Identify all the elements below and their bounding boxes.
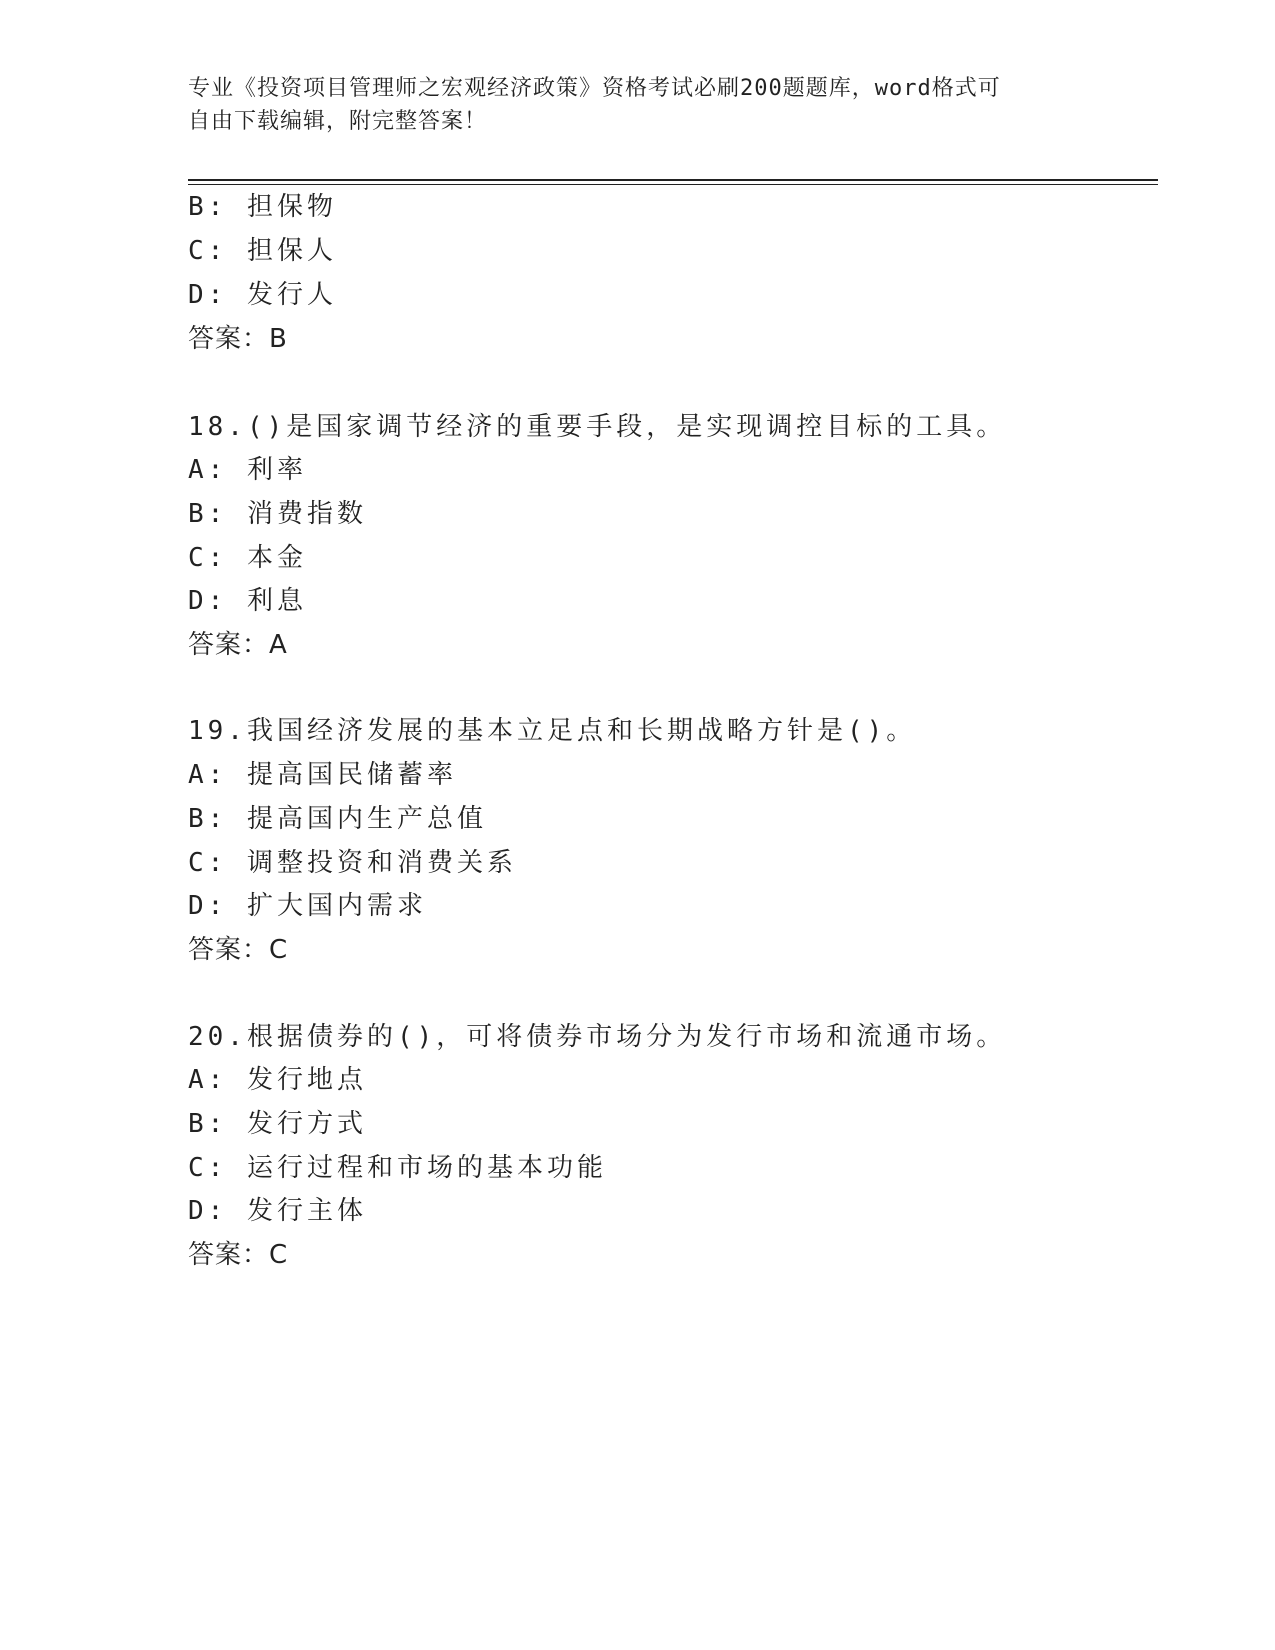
q17-option-c: C: 担保人 — [188, 236, 337, 266]
q18-option-a: A: 利率 — [188, 455, 307, 485]
header-line-1: 专业《投资项目管理师之宏观经济政策》资格考试必刷200题题库，word格式可 — [188, 76, 1001, 101]
header-rule-thin — [188, 184, 1158, 185]
q20-answer: 答案：C — [188, 1240, 289, 1270]
q17-option-b: B: 担保物 — [188, 192, 337, 222]
q19-question: 19.我国经济发展的基本立足点和长期战略方针是()。 — [188, 716, 917, 746]
header-rule-thick — [188, 179, 1158, 181]
q19-answer: 答案：C — [188, 935, 289, 965]
q20-option-b: B: 发行方式 — [188, 1109, 367, 1139]
q17-answer: 答案：B — [188, 324, 288, 354]
q18-option-b: B: 消费指数 — [188, 499, 367, 529]
q18-question: 18.()是国家调节经济的重要手段，是实现调控目标的工具。 — [188, 412, 1007, 442]
q19-option-d: D: 扩大国内需求 — [188, 891, 427, 921]
q19-option-b: B: 提高国内生产总值 — [188, 804, 487, 834]
q20-option-a: A: 发行地点 — [188, 1065, 367, 1095]
q20-option-c: C: 运行过程和市场的基本功能 — [188, 1153, 607, 1183]
q17-option-d: D: 发行人 — [188, 280, 337, 310]
q18-option-d: D: 利息 — [188, 586, 307, 616]
q18-answer: 答案：A — [188, 630, 288, 660]
q18-option-c: C: 本金 — [188, 543, 307, 573]
document-header — [188, 72, 1088, 138]
q19-option-c: C: 调整投资和消费关系 — [188, 848, 517, 878]
q19-option-a: A: 提高国民储蓄率 — [188, 760, 457, 790]
header-line-2: 自由下载编辑，附完整答案！ — [188, 109, 488, 134]
q20-option-d: D: 发行主体 — [188, 1196, 367, 1226]
q20-question: 20.根据债券的()，可将债券市场分为发行市场和流通市场。 — [188, 1022, 1007, 1052]
